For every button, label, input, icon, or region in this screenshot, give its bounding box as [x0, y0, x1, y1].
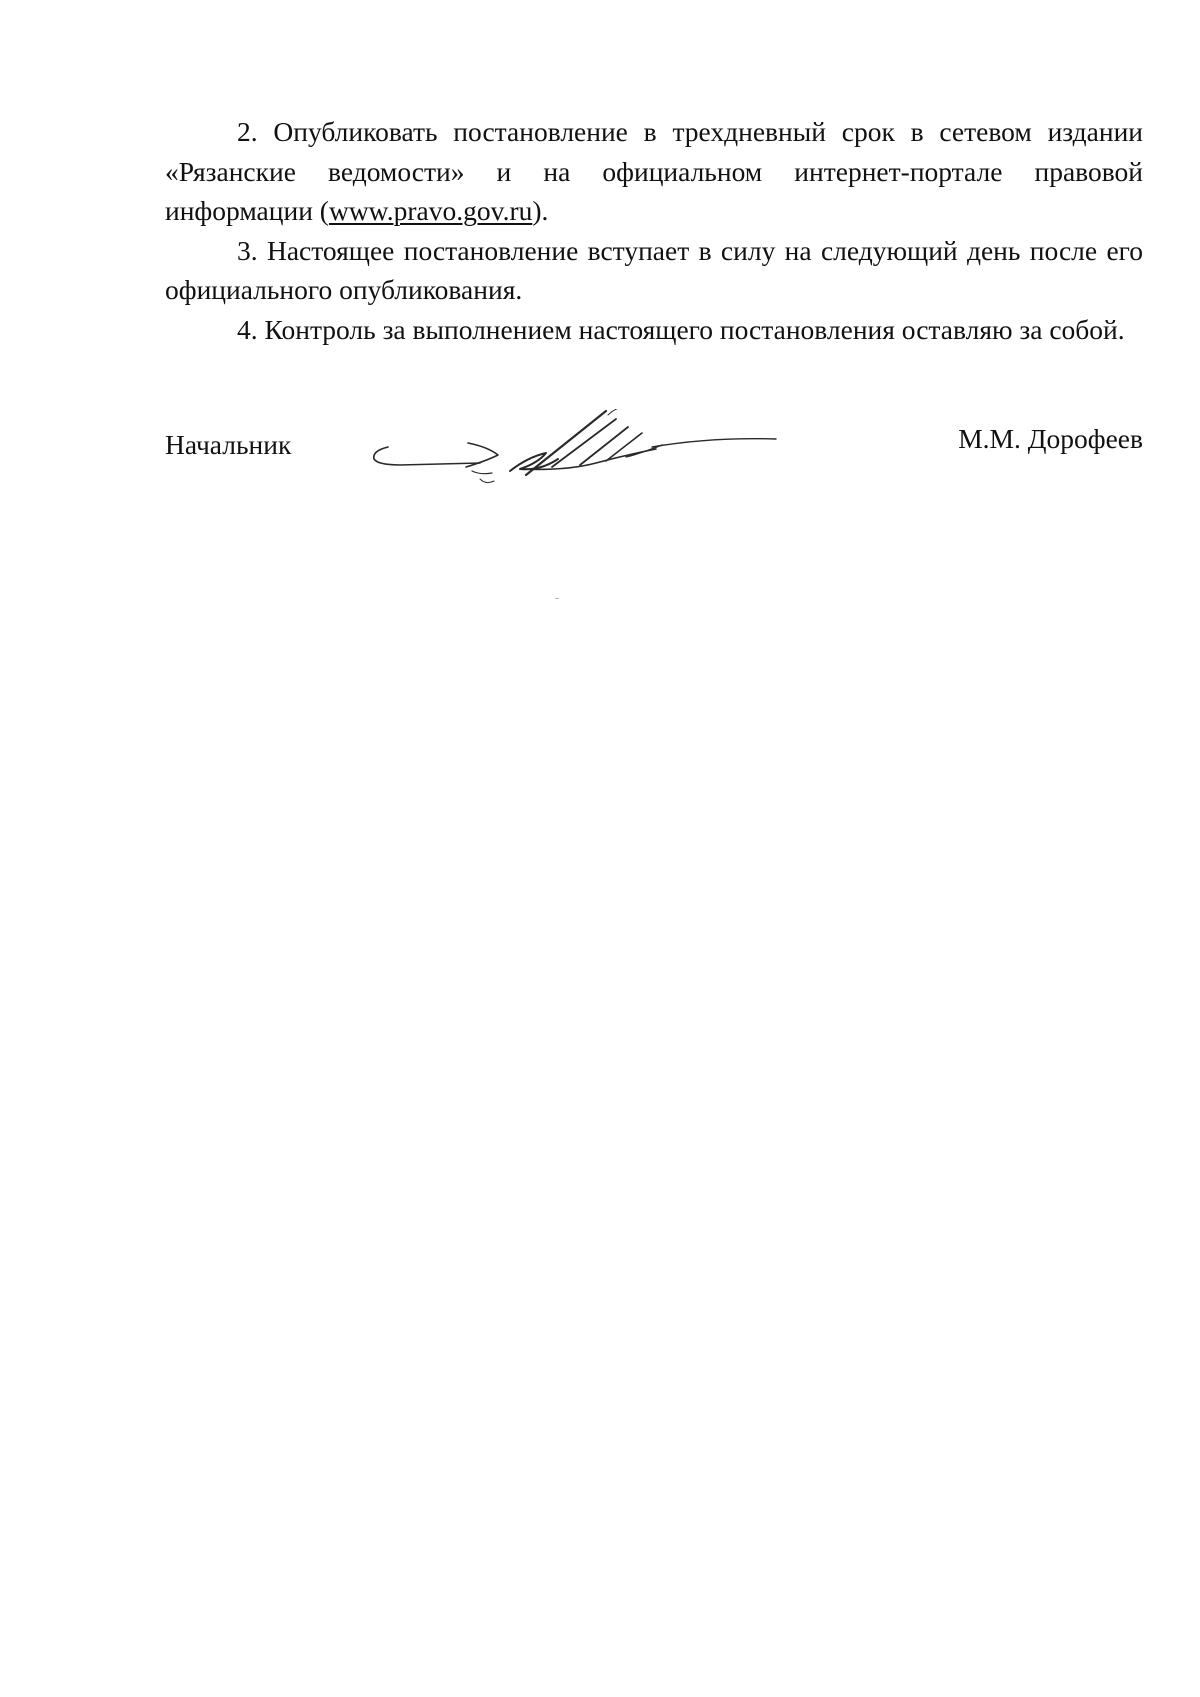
paragraph-control: 4. Контроль за выполнением настоящего постановления оставляю за собой. — [237, 313, 1125, 345]
handwritten-signature — [370, 409, 790, 519]
signature-block — [165, 425, 1143, 525]
paragraph-publication-end: ). — [532, 195, 549, 226]
signer-position: Начальник — [165, 429, 292, 460]
paragraph-publication — [165, 112, 1143, 231]
signer-name: М.М. Дорофеев — [958, 423, 1143, 454]
paragraph-effective-date: 3. Настоящее постановление вступает в силу на следующий день после его официального опубликования. — [165, 234, 1143, 305]
scan-speck — [555, 598, 559, 599]
document-body — [165, 112, 1143, 349]
pravo-gov-link[interactable]: www.pravo.gov.ru — [328, 195, 533, 226]
paragraph-publication-text: 2. Опубликовать постановление в трехдневный срок в сетевом издании «Рязанские ведомости» и на официальном интернет-портале правовой информации ( — [165, 116, 1143, 226]
